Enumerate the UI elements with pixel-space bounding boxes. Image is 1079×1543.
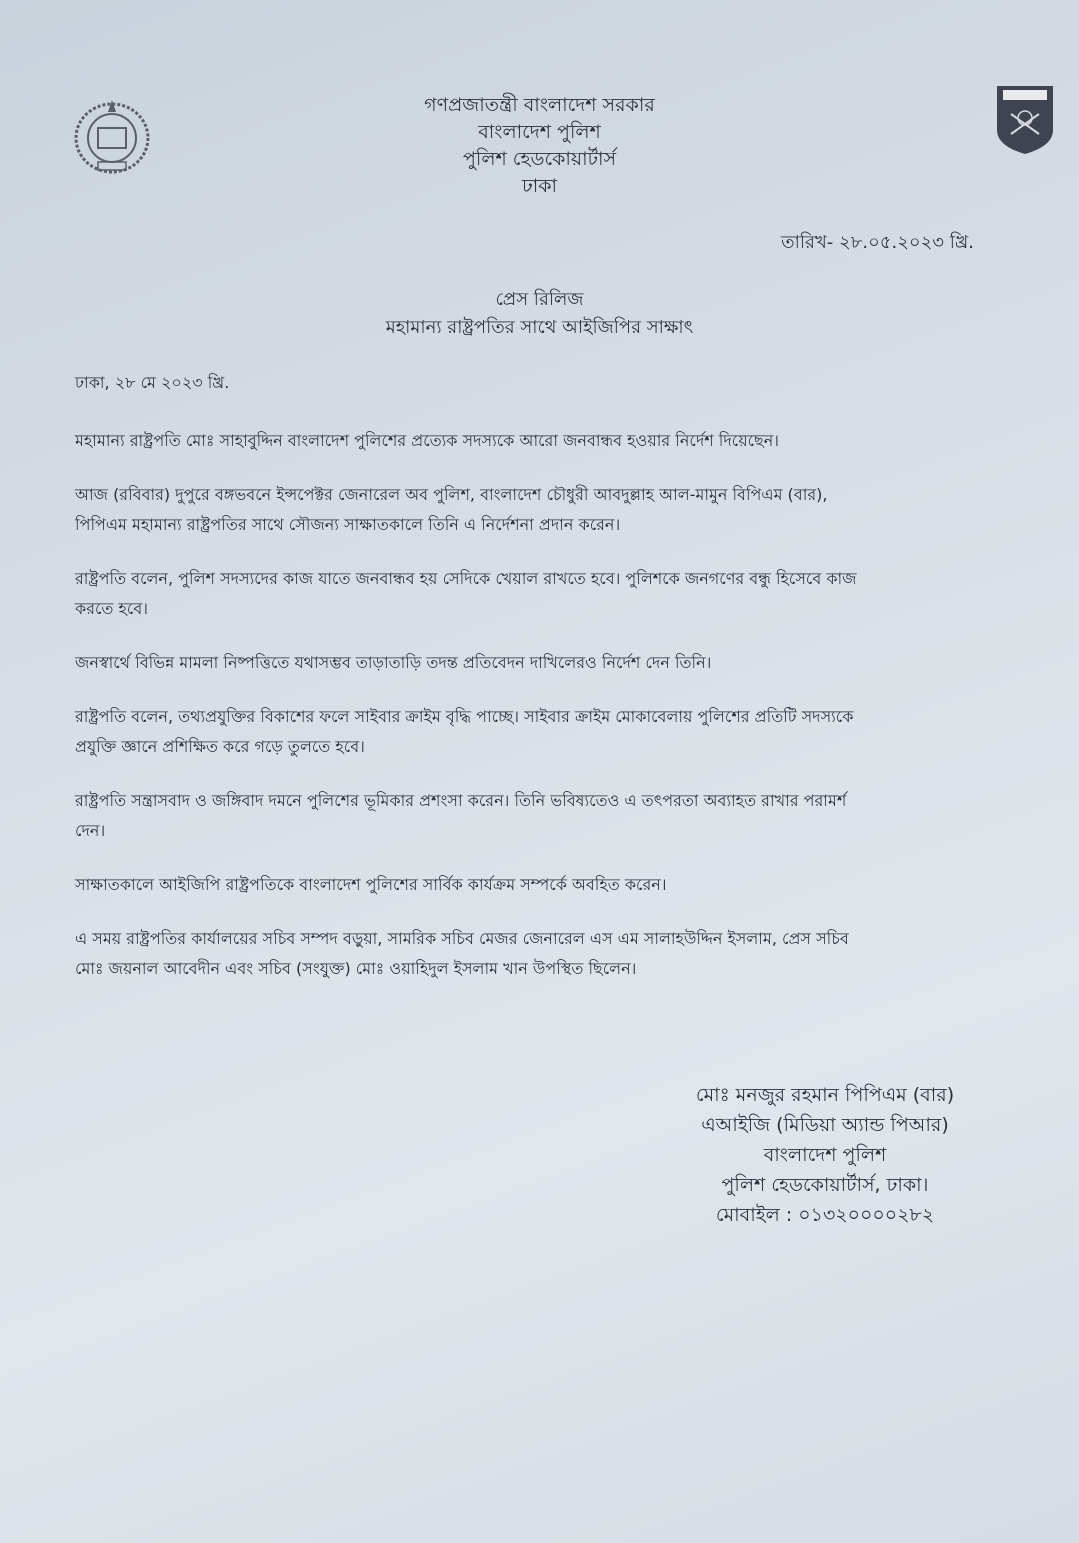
letterhead-line: ঢাকা (521, 175, 558, 197)
paragraph (75, 648, 995, 678)
signatory-designation: এআইজি (মিডিয়া অ্যান্ড পিআর) (701, 1114, 949, 1136)
signatory-mobile: মোবাইল : ০১৩২০০০০২৮২ (715, 1204, 935, 1226)
paragraph-line: রাষ্ট্রপতি সন্ত্রাসবাদ ও জঙ্গিবাদ দমনে পুলিশের ভূমিকার প্রশংসা করেন। তিনি ভবিষ্যতেও এ তৎপরতা অব্যাহত রাখার পরামর্শ (75, 791, 847, 810)
signature-block (640, 1080, 1010, 1230)
signatory-name: মোঃ মনজুর রহমান পিপিএম (বার) (695, 1084, 955, 1106)
letterhead (0, 92, 1079, 200)
paragraph-line: আজ (রবিবার) দুপুরে বঙ্গভবনে ইন্সপেক্টর জেনারেল অব পুলিশ, বাংলাদেশ চৌধুরী আবদুল্লাহ আল-মামুন বিপিএম (বার), (75, 485, 828, 504)
paragraph-line: প্রযুক্তি জ্ঞানে প্রশিক্ষিত করে গড়ে তুলতে হবে। (75, 737, 365, 756)
paragraph (75, 924, 995, 984)
signatory-office: পুলিশ হেডকোয়ার্টার্স, ঢাকা। (721, 1174, 929, 1196)
document-date: তারিখ- ২৮.০৫.২০২৩ খ্রি. (781, 232, 974, 253)
signatory-organization: বাংলাদেশ পুলিশ (763, 1144, 887, 1166)
document-body (75, 368, 995, 1008)
paragraph (75, 426, 995, 456)
paragraph-line: এ সময় রাষ্ট্রপতির কার্যালয়ের সচিব সম্পদ বড়ুয়া, সামরিক সচিব মেজর জেনারেল এস এম সালাহউদ্দিন ইসলাম, প্রেস সচিব (75, 929, 849, 948)
paragraph (75, 564, 995, 624)
paragraph-line: মোঃ জয়নাল আবেদীন এবং সচিব (সংযুক্ত) মোঃ ওয়াহিদুল ইসলাম খান উপস্থিত ছিলেন। (75, 959, 637, 978)
paragraph-line: মহামান্য রাষ্ট্রপতি মোঃ সাহাবুদ্দিন বাংলাদেশ পুলিশের প্রত্যেক সদস্যকে আরো জনবান্ধব হওয়ার নির্দেশ দিয়েছেন। (75, 431, 780, 450)
paragraph-line: রাষ্ট্রপতি বলেন, পুলিশ সদস্যদের কাজ যাতে জনবান্ধব হয় সেদিকে খেয়াল রাখতে হবে। পুলিশকে জনগণের বন্ধু হিসেবে কাজ (75, 569, 857, 588)
paragraph (75, 870, 995, 900)
paragraph-line: রাষ্ট্রপতি বলেন, তথ্যপ্রযুক্তির বিকাশের ফলে সাইবার ক্রাইম বৃদ্ধি পাচ্ছে। সাইবার ক্রাইম মোকাবেলায় পুলিশের প্রতিটি সদস্যকে (75, 707, 854, 726)
letterhead-line: গণপ্রজাতন্ত্রী বাংলাদেশ সরকার (424, 94, 655, 116)
document-title: প্রেস রিলিজ (495, 289, 584, 310)
letterhead-line: বাংলাদেশ পুলিশ (478, 121, 601, 143)
letterhead-line: পুলিশ হেডকোয়ার্টার্স (463, 148, 616, 170)
paragraph (75, 480, 995, 540)
title-block (0, 286, 1079, 342)
paragraph-line: পিপিএম মহামান্য রাষ্ট্রপতির সাথে সৌজন্য সাক্ষাতকালে তিনি এ নির্দেশনা প্রদান করেন। (75, 515, 621, 534)
paragraph-line: জনস্বার্থে বিভিন্ন মামলা নিষ্পত্তিতে যথাসম্ভব তাড়াতাড়ি তদন্ত প্রতিবেদন দাখিলেরও নির্দেশ দেন তিনি। (75, 653, 712, 672)
document-subtitle: মহামান্য রাষ্ট্রপতির সাথে আইজিপির সাক্ষাৎ (385, 317, 694, 338)
paragraph-line: দেন। (75, 821, 106, 840)
paragraph (75, 786, 995, 846)
paragraph (75, 702, 995, 762)
paragraph-line: করতে হবে। (75, 599, 148, 618)
place-date: ঢাকা, ২৮ মে ২০২৩ খ্রি. (75, 373, 230, 392)
paragraph-line: সাক্ষাতকালে আইজিপি রাষ্ট্রপতিকে বাংলাদেশ পুলিশের সার্বিক কার্যক্রম সম্পর্কে অবহিত করেন। (75, 875, 667, 894)
